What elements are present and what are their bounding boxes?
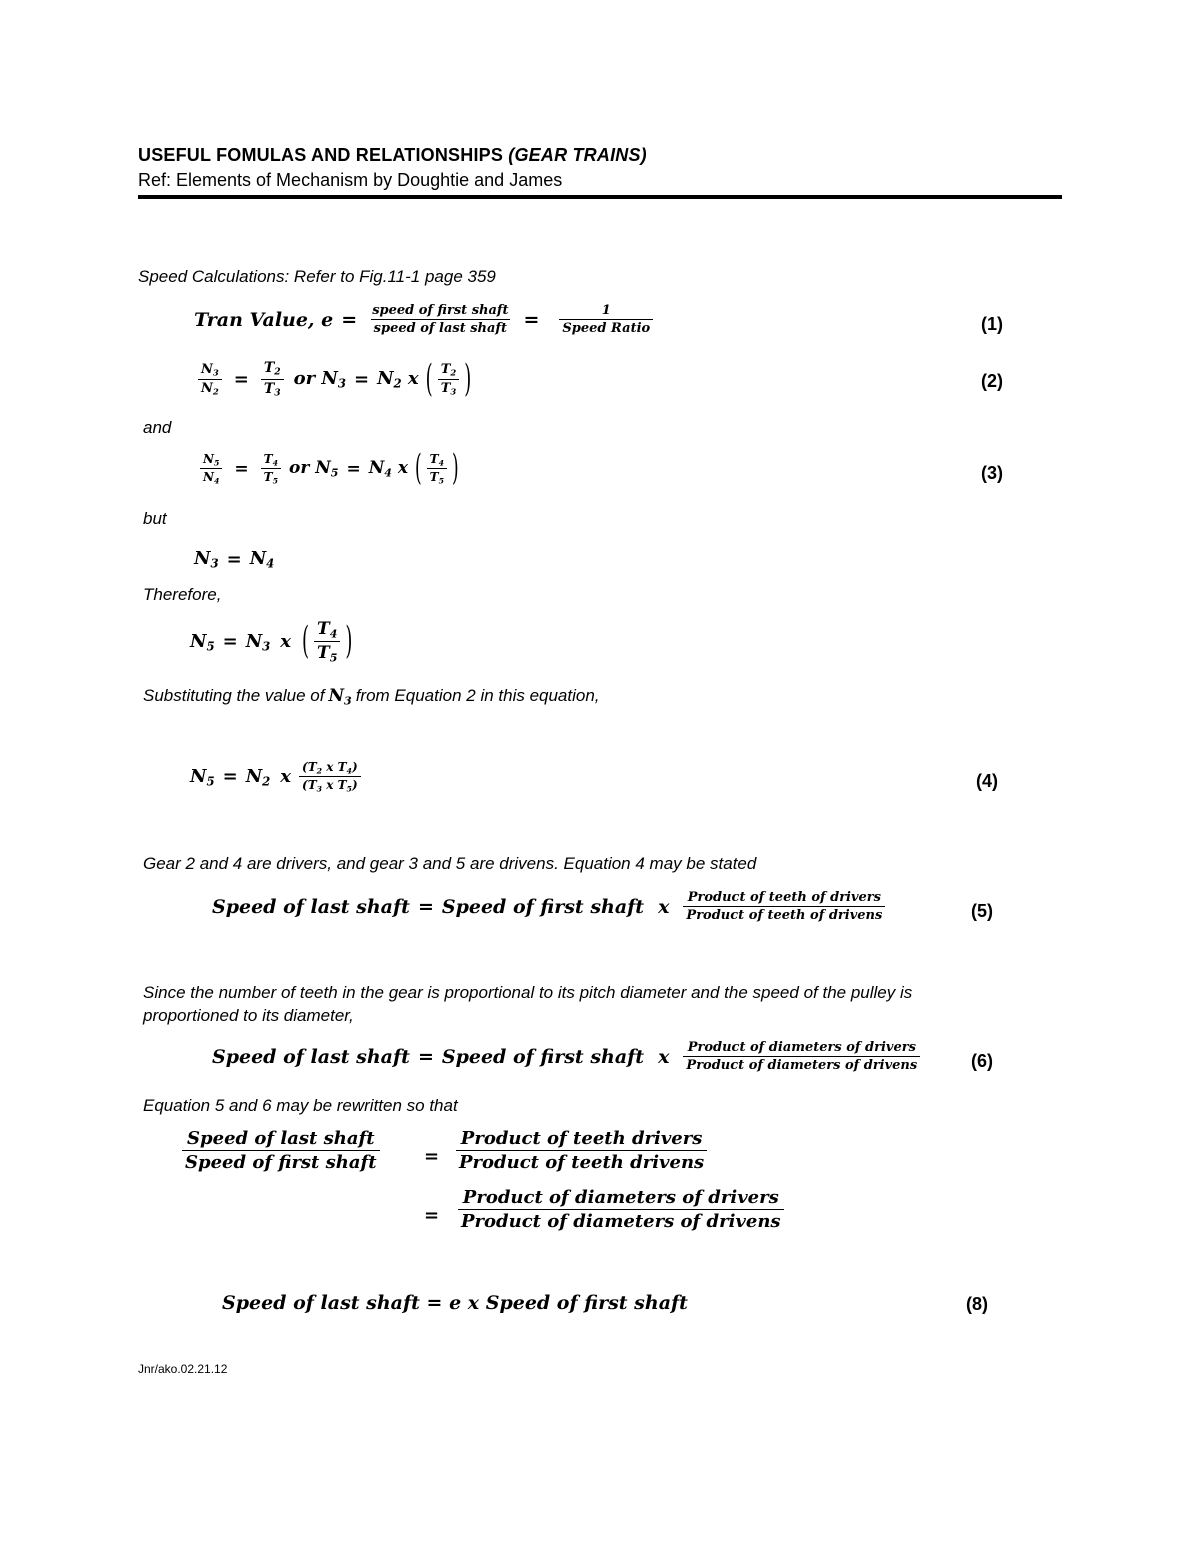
eq6-times: x — [658, 1045, 670, 1068]
eq7-r1-num: Product of teeth drivers — [460, 1128, 703, 1149]
eq1-num2: 1 — [601, 303, 611, 318]
eq4-label: (4) — [976, 771, 998, 791]
title-italic: (GEAR TRAINS) — [508, 145, 647, 165]
eq5-label: (5) — [971, 901, 993, 921]
equation-5: Speed of last shaft = Speed of first shaft x $\frac{\text{Product of teeth of drivers}}{\text{Product of teeth of drivens}}$ — [212, 890, 889, 923]
speed-calculations-label: Speed Calculations: Refer to Fig.11-1 page 359 — [138, 267, 496, 286]
eq6-lhs: Speed of last shaft — [212, 1045, 410, 1068]
eq5-den: Product of teeth of drivens — [683, 906, 885, 923]
reference-line: Ref: Elements of Mechanism by Doughtie and James — [138, 170, 563, 190]
equation-n5-n3: $N_5$ = $N_3$ x ( $\frac{T_4}{T_5}$ ) — [190, 619, 353, 665]
eq1-den2: Speed Ratio — [559, 319, 653, 336]
title-main: USEFUL FOMULAS AND RELATIONSHIPS — [138, 145, 504, 165]
since-line-2: proportioned to its diameter, — [143, 1006, 354, 1025]
gear-statement: Gear 2 and 4 are drivers, and gear 3 and 5 are drivens. Equation 4 may be stated — [143, 854, 757, 873]
substituting-post: from Equation 2 in this equation, — [355, 686, 600, 705]
eq7-r1-den: Product of teeth drivens — [456, 1150, 707, 1173]
rewritten-text: Equation 5 and 6 may be rewritten so that — [143, 1096, 458, 1115]
substituting-text: Substituting the value of $N_3$ from Equation 2 in this equation, — [143, 686, 600, 708]
eq5-times: x — [658, 895, 670, 918]
and-text: and — [143, 418, 172, 437]
header-divider — [138, 195, 1062, 199]
eq7-equals-2: = — [424, 1205, 440, 1226]
equation-7-rhs-1 — [452, 1128, 711, 1173]
eq5-lhs: Speed of last shaft — [212, 895, 410, 918]
equation-1: Tran Value, e = $\frac{\text{speed of first shaft}}{\text{speed of last shaft}}$ = $\frac{1}{\text{Speed Ratio}}$ — [194, 303, 657, 336]
equation-7-rhs-2 — [454, 1187, 788, 1232]
since-line-1: Since the number of teeth in the gear is proportional to its pitch diameter and the speed of the pulley is — [143, 983, 913, 1002]
eq7-equals-1: = — [424, 1146, 440, 1167]
eq7-r2-num: Product of diameters of drivers — [462, 1187, 779, 1208]
eq6-num: Product of diameters of drivers — [687, 1040, 916, 1055]
eq1-label: (1) — [981, 314, 1003, 334]
equation-7-lhs — [178, 1128, 384, 1173]
equation-6: Speed of last shaft = Speed of first shaft x $\frac{\text{Product of diameters of drivers}}{\text{Product of diameters of drivens}}$ — [212, 1040, 924, 1073]
eq2-label: (2) — [981, 371, 1003, 391]
equation-n3-n4: $N_3$ = $N_4$ — [194, 548, 275, 571]
but-text: but — [143, 509, 167, 528]
eq5-num: Product of teeth of drivers — [687, 890, 881, 905]
equation-3: $\frac{N_5}{N_4}$ = $\frac{T_4}{T_5}$ or $N_5$ = $N_4$ x ( $\frac{T_4}{T_5}$ ) — [196, 452, 460, 486]
eq1-num1: speed of first shaft — [372, 303, 509, 318]
substituting-pre: Substituting the value of — [143, 686, 325, 705]
eq6-rhs: Speed of first shaft — [441, 1045, 645, 1068]
eq1-lhs: Tran Value, e — [194, 308, 334, 331]
eq1-den1: speed of last shaft — [371, 319, 510, 336]
eq1-fraction-1 — [369, 303, 511, 336]
equation-2: $\frac{N_3}{N_2}$ = $\frac{T_2}{T_3}$ or $N_3$ = $N_2$ x ( $\frac{T_2}{T_3}$ ) — [194, 360, 472, 398]
equation-4: $N_5$ = $N_2$ x $\frac{(T_2 x T_4)}{(T_3 x T_5)}$ — [190, 760, 365, 794]
eq5-rhs: Speed of first shaft — [441, 895, 645, 918]
therefore-text: Therefore, — [143, 585, 222, 604]
footer-code: Jnr/ako.02.21.12 — [138, 1362, 228, 1376]
eq7-r2-den: Product of diameters of drivens — [458, 1209, 784, 1232]
equation-8: Speed of last shaft = e x Speed of first shaft — [222, 1292, 688, 1314]
eq3-label: (3) — [981, 463, 1003, 483]
eq6-den: Product of diameters of drivens — [683, 1056, 920, 1073]
eq7-lhs-den: Speed of first shaft — [182, 1150, 380, 1173]
eq7-lhs-num: Speed of last shaft — [187, 1128, 375, 1149]
page-title — [138, 145, 647, 166]
eq1-fraction-2 — [559, 303, 653, 336]
eq6-label: (6) — [971, 1051, 993, 1071]
eq8-label: (8) — [966, 1294, 988, 1314]
